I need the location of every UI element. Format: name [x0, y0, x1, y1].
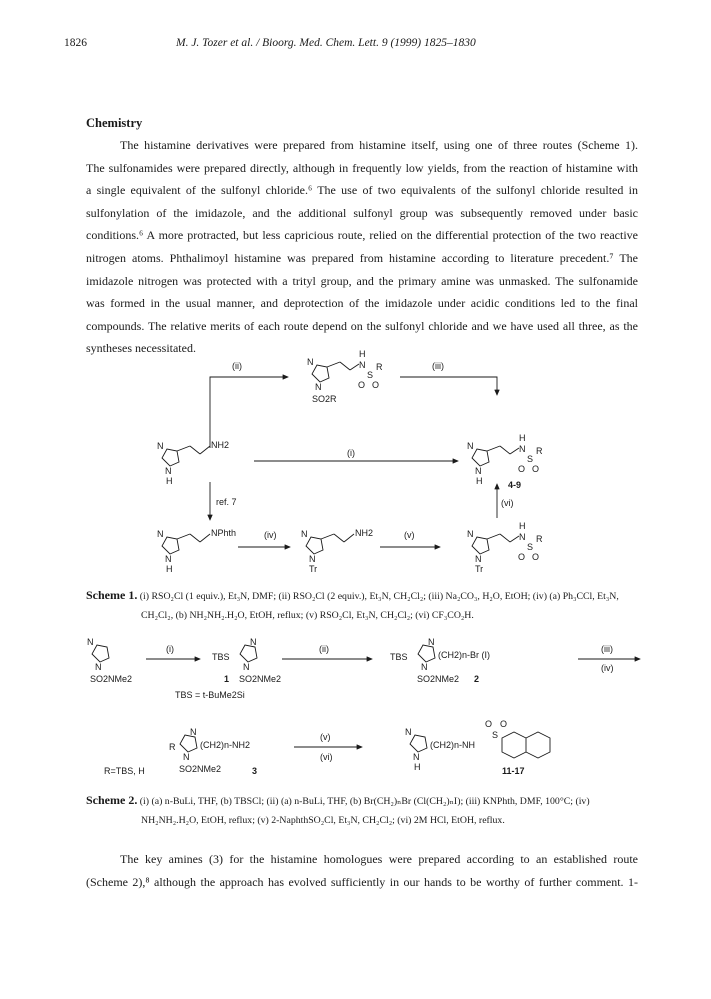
svg-text:Tr: Tr [475, 564, 484, 574]
svg-text:11-17: 11-17 [502, 766, 525, 776]
label-ii: (ii) [232, 361, 242, 371]
svg-text:N: N [243, 662, 250, 672]
svg-text:TBS: TBS [390, 652, 408, 662]
svg-text:N: N [165, 466, 172, 476]
svg-text:N: N [190, 727, 197, 737]
svg-text:N: N [87, 637, 94, 647]
svg-text:SO2NMe2: SO2NMe2 [179, 764, 222, 774]
route-arrow-ii [210, 377, 288, 448]
svg-text:N: N [428, 637, 435, 647]
svg-text:1: 1 [224, 674, 230, 684]
label-i: (i) [347, 448, 355, 458]
svg-text:N: N [359, 360, 366, 370]
paragraph-line: compounds. The relative merits of each route depend on the sulfonyl chloride and we have used all three, as the [86, 318, 638, 333]
svg-text:N: N [307, 357, 314, 367]
label-ref7: ref. 7 [216, 497, 237, 507]
svg-text:(vi): (vi) [320, 752, 333, 762]
svg-text:O: O [532, 464, 540, 474]
svg-text:N: N [315, 382, 322, 392]
molecule-trityl-amine [301, 528, 373, 574]
svg-text:N: N [475, 554, 482, 564]
scheme-2-diagram [87, 637, 640, 776]
caption-label: Scheme 2. [86, 793, 138, 807]
svg-text:N: N [467, 529, 474, 539]
svg-text:N: N [421, 662, 428, 672]
svg-text:H: H [519, 521, 526, 531]
compound-label-4-9: 4-9 [508, 480, 522, 490]
svg-text:R: R [169, 742, 176, 752]
svg-text:O: O [500, 719, 508, 729]
svg-text:SO2NMe2: SO2NMe2 [417, 674, 460, 684]
svg-text:(CH2)n-NH2: (CH2)n-NH2 [200, 740, 251, 750]
page-number: 1826 [64, 37, 87, 49]
paragraph-line: nitrogen atoms. Phthalimoyl histamine was prepared from histamine according to literature precedent.⁷ The [86, 250, 638, 265]
label-iv: (iv) [264, 530, 277, 540]
svg-text:H: H [519, 433, 526, 443]
svg-text:O: O [372, 380, 380, 390]
label-v: (v) [404, 530, 415, 540]
svg-text:R: R [536, 534, 543, 544]
caption-label: Scheme 1. [86, 588, 138, 602]
svg-text:(v): (v) [320, 732, 331, 742]
route-arrow-iii [400, 377, 497, 395]
svg-text:H: H [476, 476, 483, 486]
svg-text:N: N [301, 529, 308, 539]
svg-text:(CH2)n-Br (I): (CH2)n-Br (I) [438, 650, 490, 660]
paragraph-line: imidazole nitrogen was protected with a trityl group, and the primary amine was unmasked. The sulfonamide [86, 273, 638, 288]
svg-text:R: R [536, 446, 543, 456]
label-iii: (iii) [432, 361, 444, 371]
svg-text:(iii): (iii) [601, 644, 613, 654]
svg-text:O: O [518, 552, 526, 562]
svg-text:N: N [405, 727, 412, 737]
svg-text:N: N [165, 554, 172, 564]
paragraph-line: (Scheme 2),⁸ although the approach has evolved sufficiently in our hands to be worthy of further comment. 1- [86, 874, 638, 889]
svg-text:(CH2)n-NH: (CH2)n-NH [430, 740, 475, 750]
svg-text:O: O [532, 552, 540, 562]
molecule-trityl-sulfonamide [467, 521, 543, 574]
svg-text:3: 3 [252, 766, 258, 776]
svg-text:N: N [250, 637, 257, 647]
svg-text:H: H [166, 564, 173, 574]
label-vi: (vi) [501, 498, 514, 508]
svg-text:N: N [475, 466, 482, 476]
svg-text:N: N [413, 752, 420, 762]
scheme-1-caption [86, 586, 642, 625]
svg-text:N: N [157, 529, 164, 539]
caption-text: (i) RSO₂Cl (1 equiv.), Et₃N, DMF; (ii) RSO₂Cl (2 equiv.), Et₃N, CH₂Cl₂; (iii) Na₂CO₃, H₂O, EtOH; (iv) (a) Ph₃CCl, Et₃N, [139, 591, 619, 602]
svg-text:(i): (i) [166, 644, 174, 654]
svg-text:S: S [527, 454, 534, 464]
svg-text:NH2: NH2 [355, 528, 374, 538]
svg-text:H: H [359, 349, 366, 359]
svg-text:R: R [376, 362, 383, 372]
svg-text:N: N [309, 554, 316, 564]
svg-text:NPhth: NPhth [211, 528, 237, 538]
caption-text: NH₂NH₂.H₂O, EtOH, reflux; (v) 2-NaphthSO₂Cl, Et₃N, CH₂Cl₂; (vi) 2M HCl, EtOH, reflux. [141, 815, 505, 826]
svg-text:SO2NMe2: SO2NMe2 [239, 674, 282, 684]
svg-text:NH2: NH2 [211, 440, 230, 450]
caption-text: CH₂Cl₂, (b) NH₂NH₂.H₂O, EtOH, reflux; (v) RSO₂Cl, Et₃N, CH₂Cl₂; (vi) CF₃CO₂H. [141, 610, 474, 621]
svg-text:H: H [166, 476, 173, 486]
svg-text:N: N [183, 752, 190, 762]
svg-text:S: S [492, 730, 499, 740]
paragraph-2 [86, 848, 638, 893]
molecule-product-4-9 [467, 433, 543, 486]
svg-text:N: N [95, 662, 102, 672]
svg-text:O: O [518, 464, 526, 474]
paragraph-line: sulfonylation of the imidazole, and the additional sulfonyl group was subsequently removed under basic [86, 205, 638, 220]
svg-text:(iv): (iv) [601, 663, 614, 673]
svg-text:O: O [358, 380, 366, 390]
svg-text:N: N [519, 444, 526, 454]
svg-text:N: N [519, 532, 526, 542]
svg-text:TBS: TBS [212, 652, 230, 662]
svg-text:N: N [467, 441, 474, 451]
svg-text:2: 2 [474, 674, 480, 684]
svg-text:SO2R: SO2R [312, 394, 337, 404]
paragraph-line: a single equivalent of the sulfonyl chloride.⁶ The use of two equivalents of the sulfonyl chloride resulted in [86, 183, 638, 198]
paragraph-line: was formed in the usual manner, and deprotection of the imidazole under acidic conditions led to the final [86, 296, 638, 311]
journal-citation: M. J. Tozer et al. / Bioorg. Med. Chem. Lett. 9 (1999) 1825–1830 [176, 37, 476, 49]
paragraph-line: syntheses necessitated. [86, 341, 196, 356]
molecule-histamine [157, 440, 229, 486]
svg-text:TBS = t-BuMe2Si: TBS = t-BuMe2Si [175, 690, 245, 700]
svg-text:S: S [367, 370, 374, 380]
section-title: Chemistry [86, 116, 143, 130]
caption-text: (i) (a) n-BuLi, THF, (b) TBSCl; (ii) (a) n-BuLi, THF, (b) Br(CH₂)ₙBr (Cl(CH₂)ₙI); (iii) KNPhth, DMF, 100°C; (iv) [139, 796, 590, 807]
svg-text:SO2NMe2: SO2NMe2 [90, 674, 133, 684]
svg-text:S: S [527, 542, 534, 552]
molecule-bis-sulfonyl [307, 349, 383, 404]
molecule-phthalimoyl-histamine [157, 528, 236, 574]
paragraph-line: The key amines (3) for the histamine homologues were prepared according to an established route [120, 852, 638, 866]
paragraph-line: conditions.⁶ A more protracted, but less capricious route, relied on the differential protection of the two reactive [86, 228, 638, 243]
svg-text:(ii): (ii) [319, 644, 329, 654]
svg-text:R=TBS, H: R=TBS, H [104, 766, 145, 776]
paragraph-line: The sulfonamides were prepared directly, although in frequently low yields, from the reaction of histamine with [86, 160, 638, 175]
scheme-2-caption [86, 791, 642, 830]
svg-text:Tr: Tr [309, 564, 318, 574]
paragraph-line: The histamine derivatives were prepared from histamine itself, using one of three routes (Scheme 1). [120, 138, 638, 152]
svg-text:N: N [157, 441, 164, 451]
svg-text:H: H [414, 762, 421, 772]
svg-text:O: O [485, 719, 493, 729]
